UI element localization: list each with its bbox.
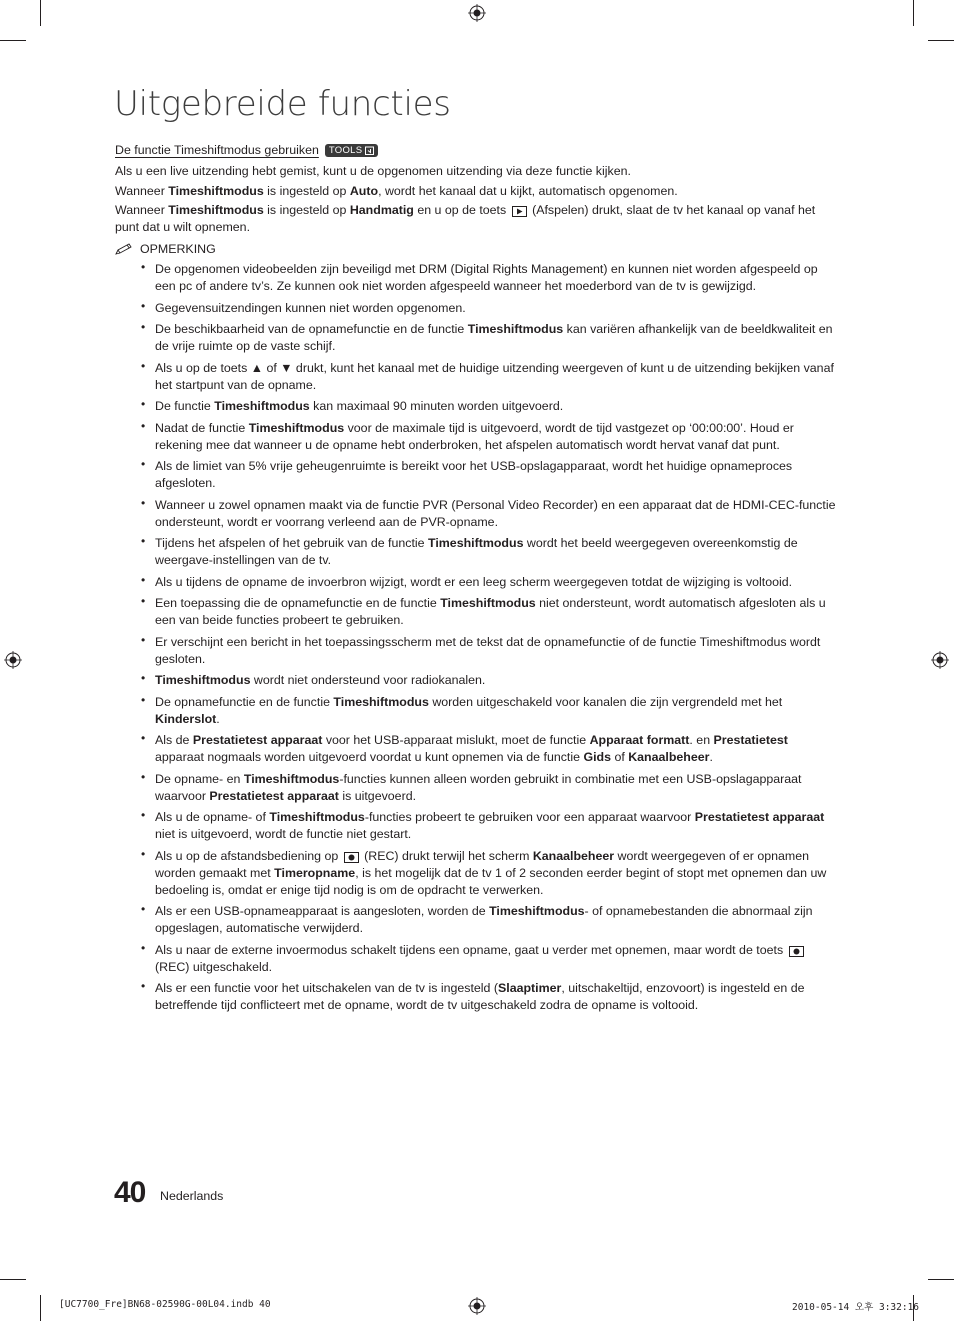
bold-term: Timeshiftmodus bbox=[168, 183, 264, 198]
section-heading bbox=[115, 141, 840, 160]
text-run: Als u tijdens de opname de invoerbron wijzigt, wordt er een leeg scherm weergegeven totdat de wijziging is voltooid. bbox=[155, 574, 793, 589]
text-run: is uitgevoerd. bbox=[338, 788, 417, 803]
note-item bbox=[155, 497, 840, 531]
text-run: wordt niet ondersteund voor radiokanalen. bbox=[250, 673, 486, 688]
text-run: Wanneer bbox=[115, 183, 169, 198]
bold-term: Timeshiftmodus bbox=[440, 596, 536, 611]
crop-mark bbox=[40, 1295, 41, 1321]
text-run: -functies kunnen alleen worden gebruikt in combinatie met een USB-opslagapparaat waarvoor bbox=[155, 771, 802, 803]
text-run: De beschikbaarheid van de opnamefunctie en de functie bbox=[155, 322, 468, 337]
text-run: Een toepassing die de opnamefunctie en de functie bbox=[155, 596, 441, 611]
text-run: wordt het beeld weergegeven overeenkomstig de weergave-instellingen van de tv. bbox=[155, 536, 798, 568]
bold-term: Prestatietest apparaat bbox=[192, 733, 323, 748]
intro-paragraph bbox=[115, 202, 840, 236]
note-item bbox=[155, 535, 840, 569]
text-run: wordt weergegeven of er opnamen worden gemaakt met bbox=[155, 848, 810, 880]
text-run: Als u op de afstandsbediening op bbox=[155, 848, 342, 863]
registration-mark-icon bbox=[931, 651, 949, 669]
text-run: (Afspelen) drukt, slaat de tv het kanaal op vanaf het punt dat u wilt opnemen. bbox=[115, 203, 816, 235]
text-run: . en bbox=[689, 733, 714, 748]
text-run: -functies probeert te gebruiken voor een apparaat waarvoor bbox=[364, 810, 695, 825]
text-run: Als de limiet van 5% vrije geheugenruimte is bereikt voor het USB-opslagapparaat, wordt het huidige opnameproces afgesloten. bbox=[155, 459, 793, 491]
registration-mark-icon bbox=[4, 651, 22, 669]
text-run: - of opnamebestanden die abnormaal zijn opgeslagen, automatische verwijderd. bbox=[155, 904, 813, 936]
page-number: 40 bbox=[114, 1176, 146, 1209]
bold-term: Prestatietest apparaat bbox=[694, 810, 825, 825]
text-run: , is het mogelijk dat de tv 1 of 2 seconden eerder begint of stopt met opnemen dan uw bedoeling is, omdat er enige tijd nodig is om de opdracht te verwerken. bbox=[155, 865, 827, 897]
tools-badge bbox=[325, 144, 379, 157]
section-heading-text: De functie Timeshiftmodus gebruiken bbox=[115, 143, 319, 157]
bold-term: Timeshiftmodus bbox=[467, 322, 564, 337]
bold-term: Timeshiftmodus bbox=[168, 203, 264, 218]
rec-icon bbox=[344, 852, 359, 863]
bold-term: Auto bbox=[349, 183, 379, 198]
note-item bbox=[155, 694, 840, 728]
intro-paragraph bbox=[115, 183, 840, 200]
text-run: , wordt het kanaal dat u kijkt, automatisch opgenomen. bbox=[378, 183, 678, 198]
text-run: Wanneer u zowel opnamen maakt via de functie PVR (Personal Video Recorder) en een apparaat dat de HDMI-CEC-functie ondersteunt, wordt er voorrang verleend aan de PVR-opname. bbox=[155, 497, 836, 529]
text-run: Als er een USB-opnameapparaat is aangesloten, worden de bbox=[155, 904, 490, 919]
crop-mark bbox=[0, 40, 26, 41]
text-run: Er verschijnt een bericht in het toepassingsscherm met de tekst dat de opnamefunctie of de functie Timeshiftmodus wordt gesloten. bbox=[155, 634, 821, 666]
intro-paragraph bbox=[115, 163, 840, 180]
tools-icon bbox=[364, 146, 375, 156]
note-item bbox=[155, 809, 840, 843]
note-item bbox=[155, 595, 840, 629]
text-run: (REC) drukt terwijl het scherm bbox=[360, 848, 533, 863]
text-run: Als u een live uitzending hebt gemist, kunt u de opgenomen uitzending via deze functie kijken. bbox=[115, 164, 631, 178]
text-run: niet ondersteunt, wordt automatisch afgesloten als u een van beide functies probeert te gebruiken. bbox=[155, 596, 826, 628]
text-run: De functie bbox=[155, 399, 215, 414]
bold-term: Handmatig bbox=[349, 203, 414, 218]
bold-term: Kanaalbeheer bbox=[532, 848, 615, 863]
footer-language: Nederlands bbox=[160, 1189, 224, 1203]
text-run: . bbox=[709, 750, 713, 765]
text-run: Als u de opname- of bbox=[155, 810, 270, 825]
note-item bbox=[155, 848, 840, 899]
registration-mark-icon bbox=[468, 1297, 486, 1315]
note-item bbox=[155, 300, 840, 317]
note-pencil-icon bbox=[115, 243, 135, 255]
section-content bbox=[115, 141, 840, 1019]
note-label: OPMERKING bbox=[140, 241, 216, 256]
text-run: voor het USB-apparaat mislukt, moet de functie bbox=[322, 733, 590, 748]
text-run: Als u op de toets ▲ of ▼ drukt, kunt het kanaal met de huidige uitzending weergeven of kunt u de uitzending bekijken vanaf het startpunt van de opname. bbox=[155, 360, 834, 392]
rec-icon bbox=[789, 946, 804, 957]
note-item bbox=[155, 458, 840, 492]
text-run: kan maximaal 90 minuten worden uitgevoerd. bbox=[309, 399, 564, 414]
note-item bbox=[155, 771, 840, 805]
crop-mark bbox=[913, 0, 914, 26]
note-item bbox=[155, 903, 840, 937]
note-item bbox=[155, 420, 840, 454]
text-run: Tijdens het afspelen of het gebruik van de functie bbox=[155, 536, 428, 551]
bold-term: Gids bbox=[583, 750, 611, 765]
text-run: apparaat nogmaals worden uitgevoerd voordat u kunt opnemen via de functie bbox=[155, 750, 584, 765]
note-item bbox=[155, 942, 840, 976]
page-title: Uitgebreide functies bbox=[114, 84, 451, 124]
bold-term: Timeropname bbox=[274, 865, 356, 880]
crop-mark bbox=[928, 1279, 954, 1280]
note-item bbox=[155, 321, 840, 355]
bold-term: Timeshiftmodus bbox=[248, 420, 345, 435]
crop-mark bbox=[928, 40, 954, 41]
note-list bbox=[115, 261, 840, 1014]
text-run: Gegevensuitzendingen kunnen niet worden opgenomen. bbox=[155, 300, 466, 315]
bold-term: Timeshiftmodus bbox=[214, 399, 310, 414]
text-run: is ingesteld op bbox=[263, 183, 350, 198]
text-run: Als de bbox=[155, 733, 193, 748]
text-run: kan variëren afhankelijk van de beeldkwaliteit en de vrije ruimte op de vaste schijf. bbox=[155, 322, 833, 354]
note-item bbox=[155, 360, 840, 394]
bold-term: Slaaptimer bbox=[498, 981, 562, 996]
intro-paragraphs bbox=[115, 163, 840, 236]
text-run: Als er een functie voor het uitschakelen van de tv is ingesteld ( bbox=[155, 981, 498, 996]
text-run: worden uitgeschakeld voor kanalen die zijn vergrendeld met het bbox=[428, 694, 783, 709]
bold-term: Apparaat formatt bbox=[589, 733, 690, 748]
bold-term: Timeshiftmodus bbox=[333, 694, 429, 709]
text-run: is ingesteld op bbox=[263, 203, 350, 218]
bold-term: Timeshiftmodus bbox=[489, 904, 585, 919]
note-item bbox=[155, 261, 840, 295]
crop-mark bbox=[40, 0, 41, 26]
crop-mark bbox=[0, 1279, 26, 1280]
bold-term: Kanaalbeheer bbox=[628, 750, 710, 765]
text-run: De opname- en bbox=[155, 771, 244, 786]
note-item bbox=[155, 398, 840, 415]
bold-term: Timeshiftmodus bbox=[269, 810, 365, 825]
note-item bbox=[155, 634, 840, 668]
note-item bbox=[155, 672, 840, 689]
bold-term: Timeshiftmodus bbox=[428, 536, 524, 551]
text-run: voor de maximale tijd is uitgevoerd, wordt de tijd vastgezet op ‘00:00:00’. Houd er rekening mee dat wanneer u de opname hebt onderbroken, het afspelen automatisch wordt hervat vanaf dat punt. bbox=[155, 420, 794, 452]
bold-term: Prestatietest bbox=[713, 733, 788, 748]
bold-term: Prestatietest apparaat bbox=[209, 788, 339, 803]
text-run: De opnamefunctie en de functie bbox=[155, 694, 334, 709]
text-run: niet is uitgevoerd, wordt de functie niet gestart. bbox=[155, 827, 412, 842]
slug-file: [UC7700_Fre]BN68-02590G-00L04.indb 40 bbox=[59, 1299, 271, 1310]
note-item bbox=[155, 574, 840, 591]
tools-badge-label: TOOLS bbox=[328, 145, 363, 156]
note-item bbox=[155, 732, 840, 766]
bold-term: Kinderslot bbox=[155, 711, 217, 726]
text-run: of bbox=[611, 750, 629, 765]
text-run: . bbox=[216, 711, 220, 726]
text-run: , uitschakeltijd, enzovoort) is ingesteld en de betreffende tijd conflicteert met de opname, wordt de tv uitgeschakeld zodra de opname is voltooid. bbox=[155, 981, 805, 1013]
note-item bbox=[155, 980, 840, 1014]
text-run: Nadat de functie bbox=[155, 420, 249, 435]
bold-term: Timeshiftmodus bbox=[155, 673, 251, 688]
note-heading bbox=[115, 240, 840, 258]
registration-mark-icon bbox=[468, 4, 486, 22]
slug-timestamp: 2010-05-14 오후 3:32:16 bbox=[792, 1302, 920, 1313]
play-icon bbox=[512, 206, 527, 217]
text-run: (REC) uitgeschakeld. bbox=[155, 959, 273, 974]
text-run: De opgenomen videobeelden zijn beveiligd met DRM (Digital Rights Management) en kunnen niet worden afgespeeld op een pc of andere tv’s. Ze kunnen ook niet worden afgespeeld wanneer het moederbord van de tv is gewijzigd. bbox=[155, 262, 818, 294]
text-run: Wanneer bbox=[115, 203, 169, 218]
text-run: Als u naar de externe invoermodus schakelt tijdens een opname, gaat u verder met opnemen, maar wordt de toets bbox=[155, 942, 787, 957]
bold-term: Timeshiftmodus bbox=[243, 771, 340, 786]
text-run: en u op de toets bbox=[413, 203, 510, 218]
